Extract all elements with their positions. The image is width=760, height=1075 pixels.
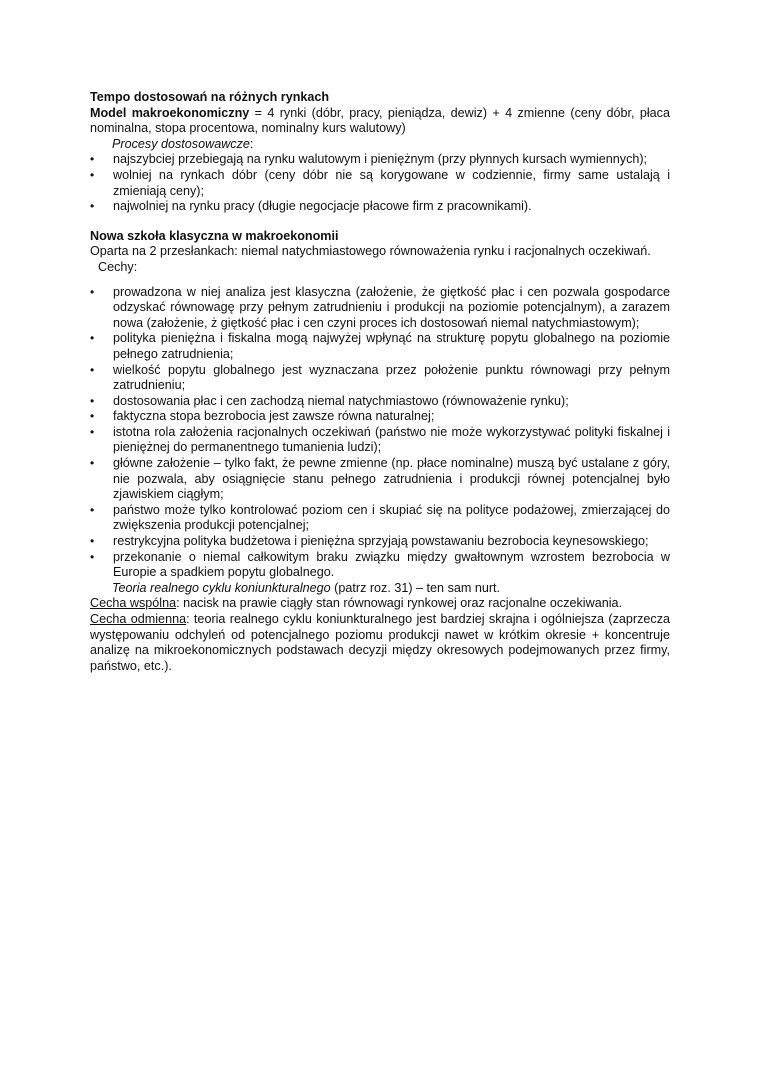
different-feature-text: : teoria realnego cyklu koniunkturalnego jest bardziej skrajna i ogólniejsza (zaprzecza występowaniu odchyleń od potencjalnego poziomu produkcji nawet w krótkim okresie + koncentruje analizę na mikroekonomicznych podstawach decyzji między okresowych podejmowanych przez firmy, państwo, etc.). <box>90 612 670 673</box>
list-item <box>90 363 670 394</box>
bullet-icon: • <box>90 362 95 377</box>
list-item <box>90 394 670 410</box>
macro-model-paragraph <box>90 106 670 137</box>
section-heading-adjustment-speed: Tempo dostosowań na różnych rynkach <box>90 90 330 104</box>
bullet-icon: • <box>90 393 95 408</box>
processes-colon: : <box>249 136 254 151</box>
list-item <box>90 550 670 581</box>
document-page <box>90 90 670 674</box>
list-item <box>90 409 670 425</box>
adjustment-bullet-list <box>90 152 670 214</box>
bullet-icon: • <box>90 534 95 549</box>
different-feature-label: Cecha odmienna <box>90 612 187 626</box>
features-bullet-list <box>90 285 670 581</box>
list-item <box>90 168 670 199</box>
list-item <box>90 534 670 550</box>
common-feature-label: Cecha wspólna <box>90 596 177 611</box>
processes-label: Procesy dostosowawcze <box>112 136 250 151</box>
features-label: Cechy: <box>98 259 138 274</box>
bullet-icon: • <box>90 167 95 182</box>
processes-line <box>90 137 670 153</box>
list-item-text: polityka pieniężna i fiskalna mogą najwyżej wpłynąć na strukturę popytu globalnego na poziomie pełnego zatrudnienia; <box>113 331 670 361</box>
macro-model-text: = 4 rynki (dóbr, pracy, pieniądza, dewiz) + 4 zmienne (ceny dóbr, płaca nominalna, stopa procentowa, nominalny kurs walutowy) <box>90 105 670 136</box>
list-item-text: przekonanie o niemal całkowitym braku związku między gwałtownym wzrostem bezrobocia w Europie a spadkiem popytu globalnego. <box>113 549 670 580</box>
bullet-icon: • <box>90 549 95 564</box>
spacer <box>90 215 670 229</box>
theory-line <box>90 581 670 597</box>
theory-label: Teoria realnego cyklu koniunkturalnego <box>112 580 331 595</box>
list-item-text: dostosowania płac i cen zachodzą niemal natychmiastowo (równoważenie rynku); <box>113 393 569 408</box>
list-item <box>90 152 670 168</box>
different-feature-paragraph <box>90 612 670 674</box>
list-item-text: istotna rola założenia racjonalnych oczekiwań (państwo nie może wykorzystywać polityki fiskalnej i pieniężnej do permanentnego tumanienia ludzi); <box>113 424 670 455</box>
list-item <box>90 331 670 362</box>
list-item-text: wielkość popytu globalnego jest wyznaczana przez położenie punktu równowagi przy pełnym zatrudnieniu; <box>113 362 670 393</box>
spacer <box>90 276 670 285</box>
new-classical-intro: Oparta na 2 przesłankach: niemal natychmiastowego równoważenia rynku i racjonalnych oczekiwań. <box>90 244 651 259</box>
bullet-icon: • <box>90 331 95 346</box>
list-item <box>90 503 670 534</box>
bullet-icon: • <box>90 199 95 214</box>
bullet-icon: • <box>90 152 95 167</box>
list-item-text: prowadzona w niej analiza jest klasyczna (założenie, że giętkość płac i cen pozwala gospodarce odzyskać równowagę przy pełnym zatrudnieniu i produkcji na poziomie potencjalnym), a zarazem nowa (założenie, ż giętkość płac i cen czyni proces ich dostosowań niemal natychmiastowym); <box>113 284 670 330</box>
list-item-text: wolniej na rynkach dóbr (ceny dóbr nie są korygowane w codziennie, firmy same ustalają i zmieniają ceny); <box>113 167 670 198</box>
list-item-text: najwolniej na rynku pracy (długie negocjacje płacowe firm z pracownikami). <box>113 199 532 214</box>
list-item-text: najszybciej przebiegają na rynku walutowym i pieniężnym (przy płynnych kursach wymiennych); <box>113 152 648 167</box>
list-item <box>90 456 670 503</box>
list-item-text: restrykcyjna polityka budżetowa i pieniężna sprzyjają powstawaniu bezrobocia keynesowskiego; <box>113 534 649 549</box>
bullet-icon: • <box>90 409 95 424</box>
list-item-text: państwo może tylko kontrolować poziom cen i skupiać się na polityce podażowej, zmierzającej do zwiększenia produkcji potencjalnej; <box>113 502 670 533</box>
section-heading-new-classical: Nowa szkoła klasyczna w makroekonomii <box>90 228 339 243</box>
list-item-text: faktyczna stopa bezrobocia jest zawsze równa naturalnej; <box>113 409 435 424</box>
bullet-icon: • <box>90 424 95 439</box>
common-feature-text: : nacisk na prawie ciągły stan równowagi rynkowej oraz racjonalne oczekiwania. <box>176 596 623 611</box>
bullet-icon: • <box>90 456 95 471</box>
list-item-text: główne założenie – tylko fakt, że pewne zmienne (np. płace nominalne) muszą być ustalane z góry, nie pozwala, aby osiągnięcie stanu pełnego zatrudnienia i produkcji równej potencjalnej było zjawiskiem ciągłym; <box>113 456 670 502</box>
macro-model-label: Model makroekonomiczny <box>90 105 250 120</box>
list-item <box>90 285 670 332</box>
theory-text: (patrz roz. 31) – ten sam nurt. <box>330 580 501 595</box>
bullet-icon: • <box>90 284 95 299</box>
bullet-icon: • <box>90 502 95 517</box>
list-item <box>90 425 670 456</box>
list-item <box>90 199 670 215</box>
common-feature-paragraph <box>90 596 670 612</box>
